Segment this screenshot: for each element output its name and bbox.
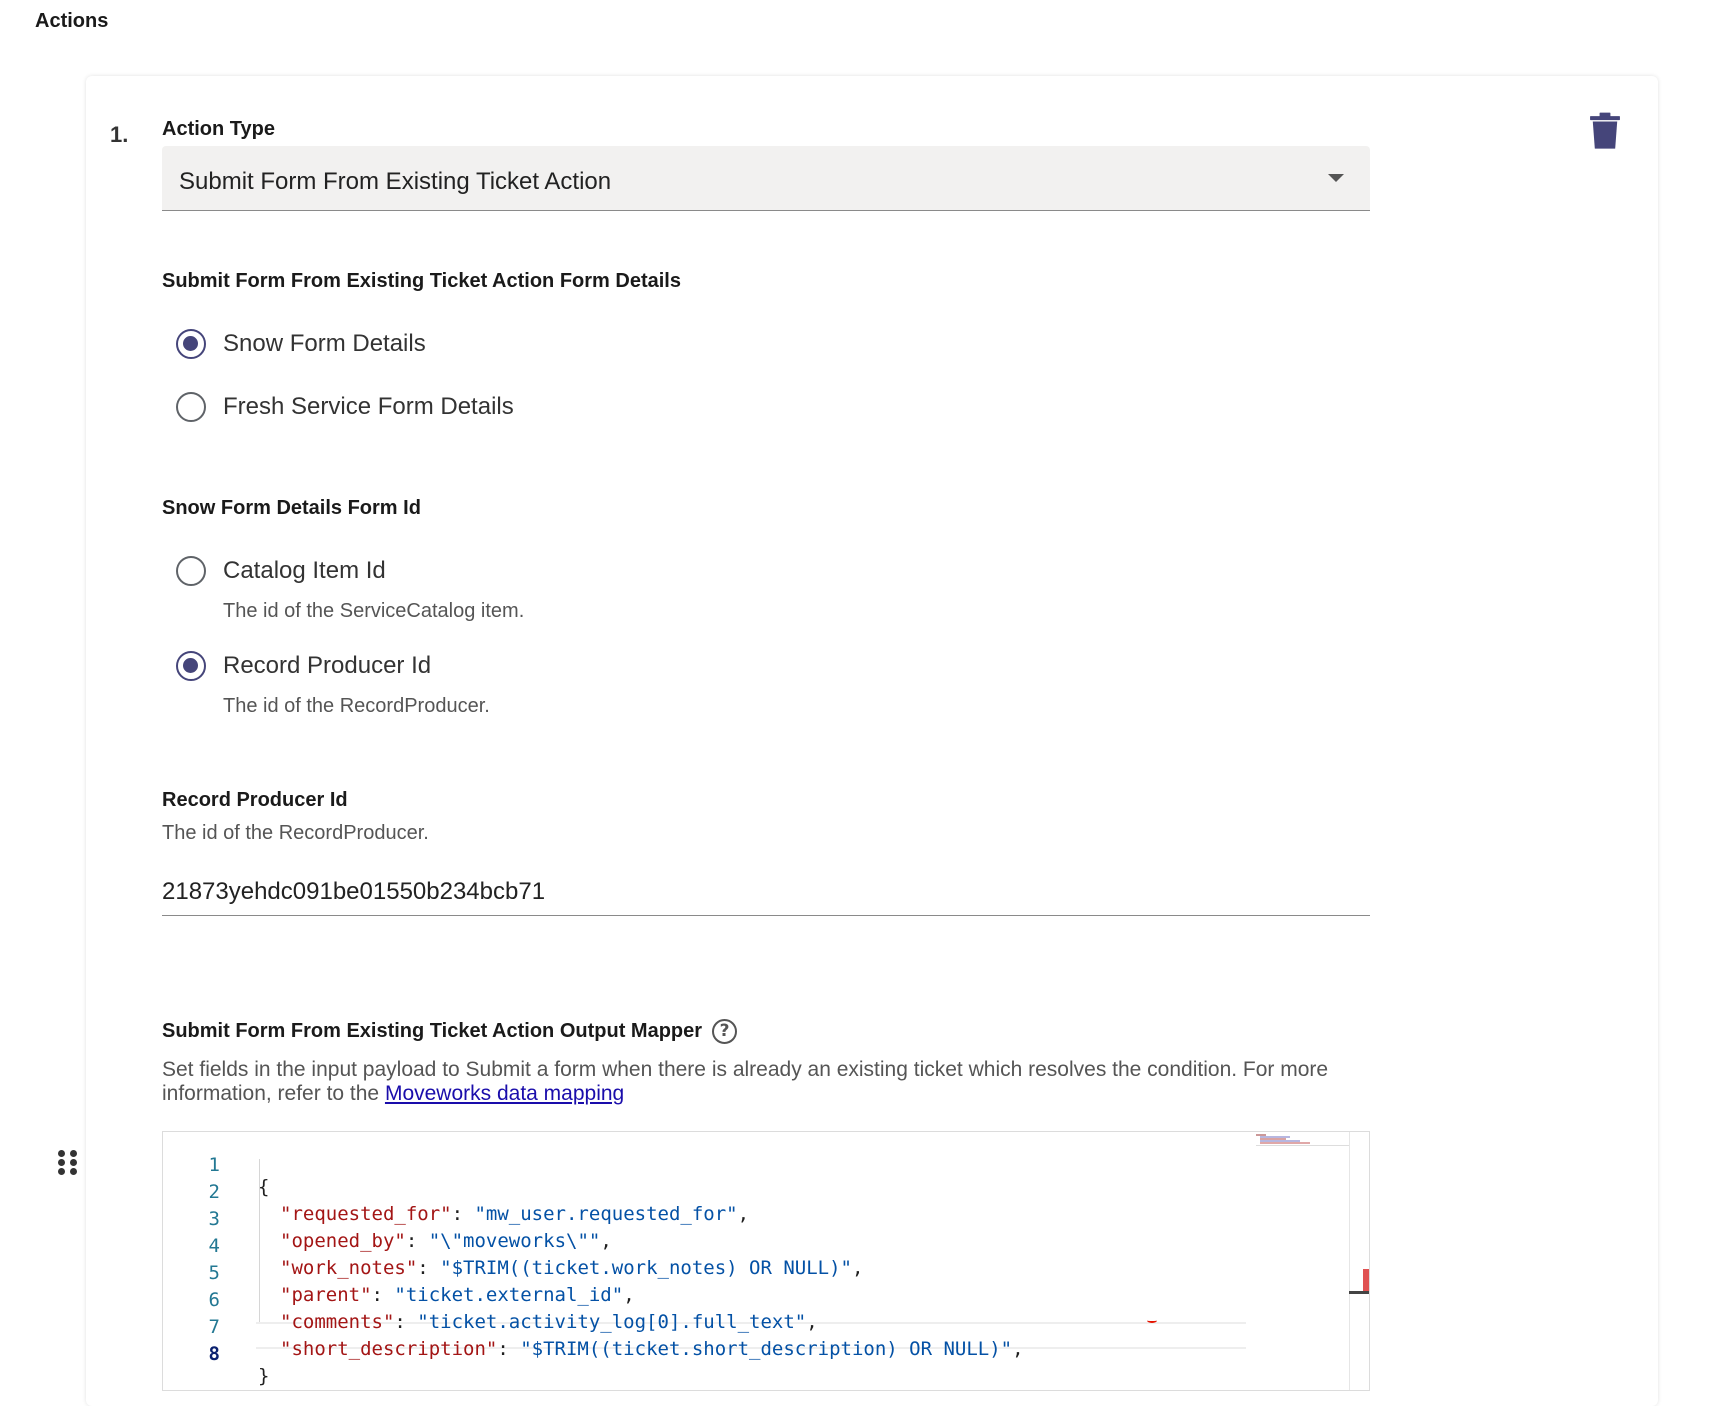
- json-key: "parent": [280, 1284, 372, 1306]
- json-key: "opened_by": [280, 1230, 406, 1252]
- description-text: Set fields in the input payload to Submit a form when there is already an existing ticket which resolves the condition. For more information, refer to the: [162, 1058, 1329, 1105]
- output-mapper-label-row: [162, 1019, 737, 1044]
- radio-unchecked-icon: [176, 556, 206, 586]
- code-line: 5 "parent": "ticket.external_id",: [163, 1240, 1243, 1267]
- section-title: Actions: [35, 10, 109, 32]
- json-value: "mw_user.requested_for": [474, 1203, 738, 1225]
- code-editor[interactable]: [162, 1131, 1370, 1391]
- json-comma: ,: [1012, 1338, 1024, 1360]
- action-type-value: Submit Form From Existing Ticket Action: [179, 168, 612, 195]
- line-number: 8: [208, 1343, 220, 1365]
- editor-scrollbar[interactable]: [1349, 1132, 1370, 1391]
- json-key: "work_notes": [280, 1257, 418, 1279]
- caret-down-icon: [1328, 174, 1344, 182]
- error-marker: [1363, 1269, 1370, 1291]
- json-value: "ticket.external_id": [394, 1284, 624, 1306]
- line-number: 6: [208, 1289, 220, 1311]
- output-mapper-label: Submit Form From Existing Ticket Action Output Mapper: [162, 1019, 703, 1042]
- line-number: 3: [208, 1208, 220, 1230]
- delete-action-button[interactable]: [1588, 112, 1622, 150]
- code-line: 6 "comments": "ticket.activity_log[0].full_text",: [163, 1267, 1243, 1294]
- radio-label: Snow Form Details: [223, 330, 426, 357]
- json-value: "\"moveworks\"": [428, 1230, 601, 1252]
- json-key: "requested_for": [280, 1203, 452, 1225]
- radio-catalog-item-id[interactable]: [176, 556, 386, 586]
- radio-label: Record Producer Id: [223, 652, 432, 679]
- json-comma: ,: [737, 1203, 750, 1225]
- radio-snow-form-details[interactable]: [176, 329, 426, 359]
- catalog-item-hint: The id of the ServiceCatalog item.: [223, 600, 525, 622]
- radio-unchecked-icon: [176, 392, 206, 422]
- radio-label: Fresh Service Form Details: [223, 393, 514, 420]
- code-line: 3 "opened_by": "\"moveworks\"",: [163, 1186, 1243, 1213]
- code-line: 4 "work_notes": "$TRIM((ticket.work_notes) OR NULL)",: [163, 1213, 1243, 1240]
- json-comma: ,: [623, 1284, 635, 1306]
- code-line: 2 "requested_for": "mw_user.requested_for",: [163, 1159, 1243, 1186]
- json-comma: ,: [806, 1311, 818, 1333]
- record-producer-field-hint: The id of the RecordProducer.: [162, 822, 429, 844]
- code-line: 7 "short_description": "$TRIM((ticket.short_description) OR NULL)",: [163, 1294, 1243, 1321]
- question-circle-icon[interactable]: ?: [712, 1019, 737, 1044]
- error-squiggle: [1147, 1318, 1157, 1323]
- code-line: [163, 1132, 1243, 1198]
- radio-checked-icon: [176, 651, 206, 681]
- cursor-marker: [1349, 1291, 1370, 1294]
- radio-label: Catalog Item Id: [223, 557, 386, 584]
- drag-handle-icon[interactable]: [58, 1150, 78, 1180]
- action-index: 1.: [110, 122, 129, 147]
- json-comma: ,: [600, 1230, 612, 1252]
- radio-record-producer-id[interactable]: [176, 651, 431, 681]
- form-id-label: Snow Form Details Form Id: [162, 497, 421, 519]
- line-number: 1: [208, 1154, 220, 1176]
- json-value: "ticket.activity_log[0].full_text": [417, 1311, 807, 1333]
- json-value: "$TRIM((ticket.work_notes) OR NULL)": [440, 1257, 852, 1279]
- radio-fresh-service-form-details[interactable]: [176, 392, 514, 422]
- moveworks-data-mapping-link[interactable]: Moveworks data mapping: [384, 1082, 625, 1105]
- json-key: "comments": [280, 1311, 395, 1333]
- record-producer-hint: The id of the RecordProducer.: [223, 695, 490, 717]
- json-comma: ,: [851, 1257, 864, 1279]
- json-key: "short_description": [280, 1338, 498, 1360]
- json-value: "$TRIM((ticket.short_description) OR NULL)": [520, 1338, 1013, 1360]
- code-text: }: [258, 1365, 270, 1387]
- line-number: 4: [208, 1235, 220, 1257]
- output-mapper-description: [162, 1058, 1382, 1106]
- line-number: 5: [208, 1262, 220, 1284]
- action-type-select[interactable]: [162, 146, 1370, 211]
- editor-minimap[interactable]: [1256, 1134, 1350, 1146]
- trash-icon: [1588, 112, 1622, 150]
- action-type-label: Action Type: [162, 118, 275, 140]
- line-number: 2: [208, 1181, 220, 1203]
- record-producer-label: Record Producer Id: [162, 789, 348, 811]
- radio-checked-icon: [176, 329, 206, 359]
- record-producer-input[interactable]: 21873yehdc091be01550b234bcb71: [162, 870, 1370, 916]
- form-details-label: Submit Form From Existing Ticket Action Form Details: [162, 270, 681, 292]
- line-number: 7: [208, 1316, 220, 1338]
- code-text: {: [258, 1176, 270, 1198]
